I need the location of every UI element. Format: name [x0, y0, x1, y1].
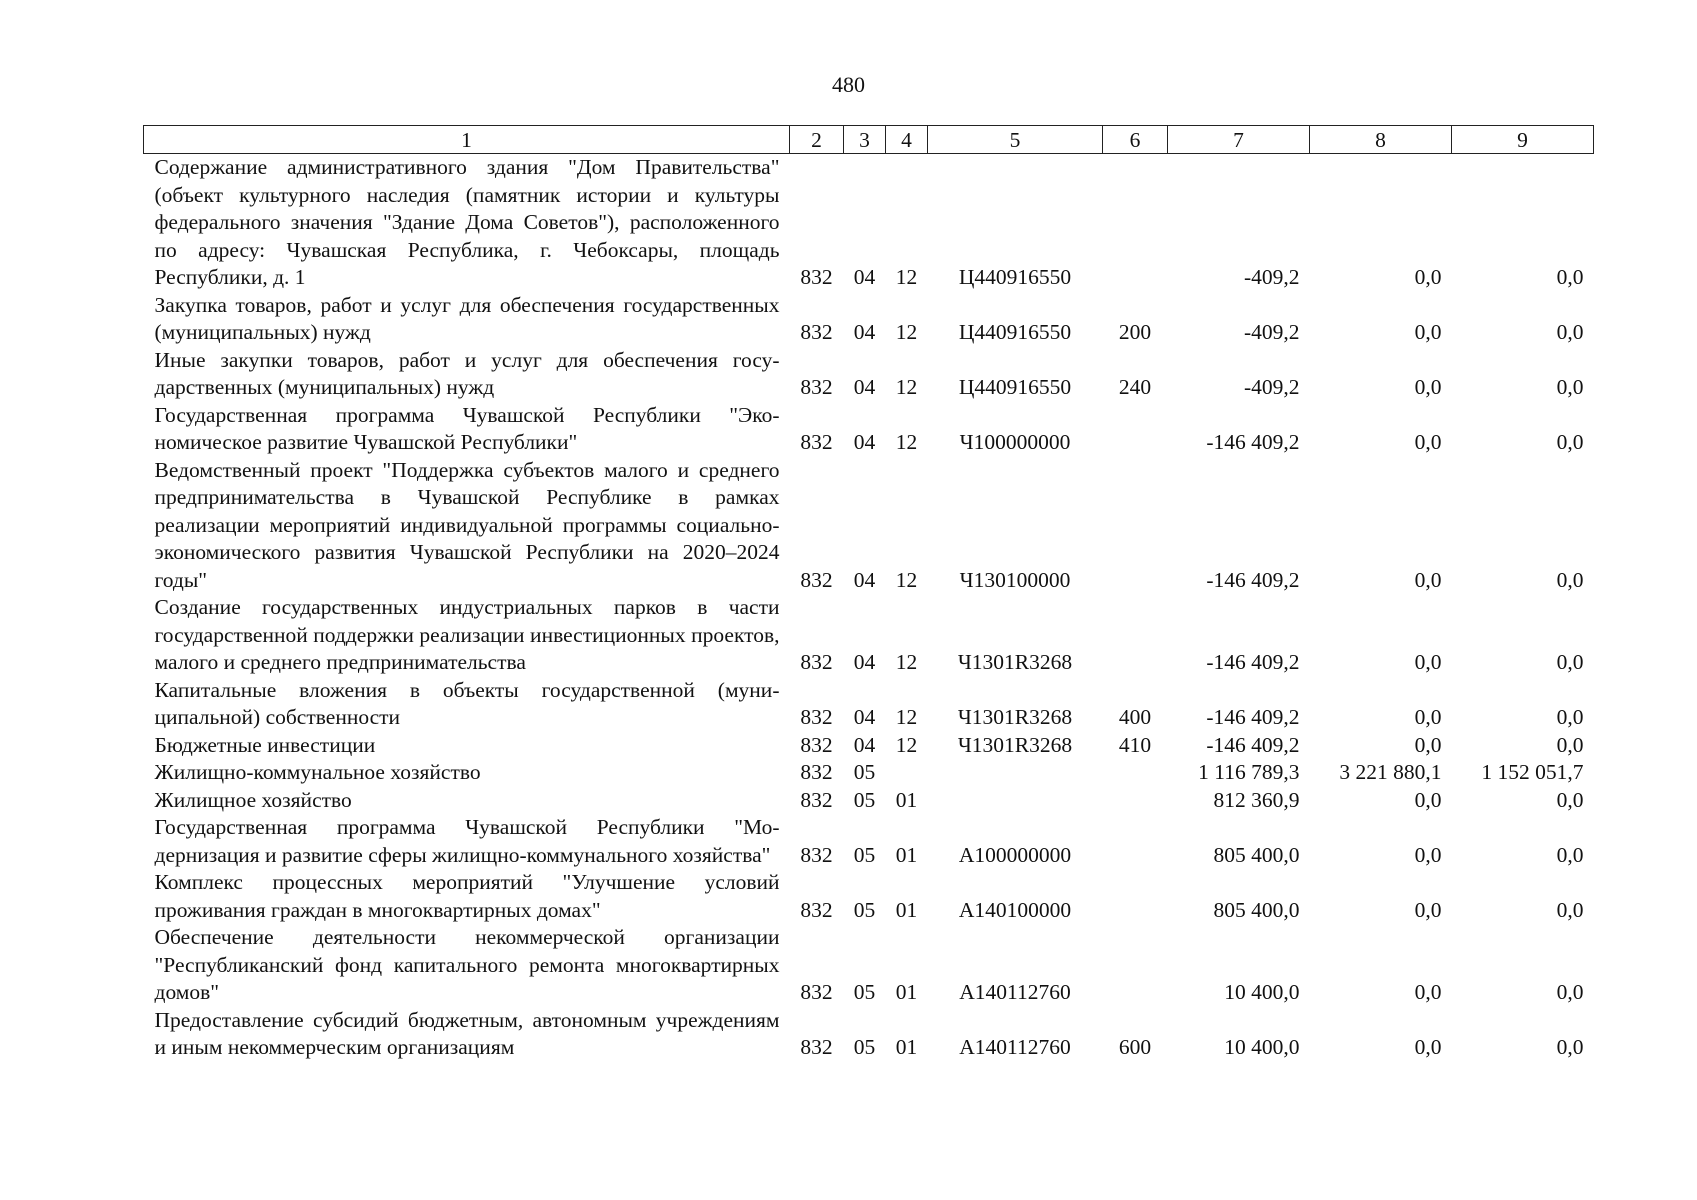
- ministry-code-cell: 832: [800, 760, 833, 784]
- amount-col7-cell: -146 409,2: [1206, 650, 1300, 674]
- item-name-cell: Предоставление субсидий бюджетным, автономным учреждениям и иным некоммерческим организациям: [154, 1007, 780, 1059]
- item-name-cell: Закупка товаров, работ и услуг для обеспечения государственных (муниципальных) нужд: [154, 292, 780, 344]
- budget-table: [143, 125, 1594, 1062]
- section-code-cell: 05: [853, 787, 876, 812]
- amount-col8-cell: 0,0: [1414, 980, 1442, 1004]
- amount-col8-cell: 0,0: [1414, 897, 1442, 922]
- amount-col9-cell: 0,0: [1556, 732, 1584, 757]
- subsection-code-cell: 01: [895, 842, 918, 867]
- section-code-cell: 04: [853, 650, 876, 674]
- expense-type-cell: [1103, 594, 1168, 677]
- target-article-cell: Ч130100000: [959, 567, 1071, 592]
- subsection-code-cell: 01: [895, 980, 918, 1004]
- item-name-cell: Государственная программа Чувашской Республики "Экономическое развитие Чувашской Республики": [154, 402, 780, 454]
- amount-col7-cell: 1 116 789,3: [1198, 760, 1300, 784]
- amount-col9-cell: 0,0: [1556, 650, 1584, 674]
- subsection-code-cell: [886, 759, 928, 787]
- ministry-code-cell: 832: [800, 567, 833, 592]
- amount-col8-cell: 0,0: [1414, 732, 1442, 757]
- target-article-cell: Ц440916550: [958, 265, 1072, 289]
- amount-col7-cell: 805 400,0: [1213, 897, 1300, 922]
- column-header-9: 9: [1452, 126, 1594, 154]
- amount-col9-cell: 1 152 051,7: [1481, 760, 1584, 784]
- expense-type-cell: 600: [1118, 1035, 1152, 1059]
- item-name-cell: Иные закупки товаров, работ и услуг для обеспечения государственных (муниципальных) нужд: [154, 347, 780, 399]
- amount-col9-cell: 0,0: [1556, 1035, 1584, 1059]
- item-name-cell: Жилищно-коммунальное хозяйство: [154, 760, 481, 784]
- ministry-code-cell: 832: [800, 842, 833, 867]
- subsection-code-cell: 12: [895, 430, 918, 454]
- ministry-code-cell: 832: [800, 787, 833, 812]
- amount-col9-cell: 0,0: [1556, 897, 1584, 922]
- table-row: [144, 677, 1594, 732]
- section-code-cell: 04: [853, 375, 876, 399]
- table-row: [144, 457, 1594, 595]
- table-row: [144, 347, 1594, 402]
- section-code-cell: 05: [853, 842, 876, 867]
- table-row: [144, 814, 1594, 869]
- column-header-7: 7: [1168, 126, 1310, 154]
- amount-col8-cell: 0,0: [1414, 430, 1442, 454]
- expense-type-cell: [1103, 402, 1168, 457]
- ministry-code-cell: 832: [800, 375, 833, 399]
- subsection-code-cell: 12: [895, 732, 918, 757]
- table-row: [144, 869, 1594, 924]
- amount-col9-cell: 0,0: [1556, 980, 1584, 1004]
- table-header: [144, 126, 1594, 154]
- amount-col8-cell: 0,0: [1414, 842, 1442, 867]
- section-code-cell: 04: [853, 430, 876, 454]
- expense-type-cell: [1103, 924, 1168, 1007]
- amount-col8-cell: 0,0: [1414, 650, 1442, 674]
- amount-col9-cell: 0,0: [1556, 705, 1584, 729]
- subsection-code-cell: 01: [895, 897, 918, 922]
- item-name-cell: Капитальные вложения в объекты государственной (муниципальной) собственности: [154, 677, 780, 729]
- subsection-code-cell: 12: [895, 265, 918, 289]
- section-code-cell: 04: [853, 320, 876, 344]
- amount-col8-cell: 0,0: [1414, 1035, 1442, 1059]
- target-article-cell: Ц440916550: [958, 375, 1072, 399]
- ministry-code-cell: 832: [800, 705, 833, 729]
- item-name-cell: Бюджетные инвестиции: [154, 732, 376, 757]
- amount-col9-cell: 0,0: [1556, 265, 1584, 289]
- subsection-code-cell: 12: [895, 705, 918, 729]
- column-header-2: 2: [790, 126, 844, 154]
- column-header-3: 3: [844, 126, 886, 154]
- column-header-4: 4: [886, 126, 928, 154]
- section-code-cell: 04: [853, 705, 876, 729]
- ministry-code-cell: 832: [800, 320, 833, 344]
- subsection-code-cell: 12: [895, 375, 918, 399]
- table-row: [144, 759, 1594, 787]
- table-row: [144, 787, 1594, 815]
- target-article-cell: А140112760: [959, 980, 1071, 1004]
- target-article-cell: [928, 787, 1103, 815]
- column-header-1: 1: [144, 126, 790, 154]
- amount-col7-cell: 812 360,9: [1213, 787, 1300, 812]
- amount-col8-cell: 0,0: [1414, 705, 1442, 729]
- expense-type-cell: [1103, 814, 1168, 869]
- amount-col7-cell: -409,2: [1243, 265, 1300, 289]
- target-article-cell: [928, 759, 1103, 787]
- expense-type-cell: [1103, 154, 1168, 292]
- ministry-code-cell: 832: [800, 732, 833, 757]
- amount-col9-cell: 0,0: [1556, 430, 1584, 454]
- amount-col7-cell: 10 400,0: [1224, 980, 1300, 1004]
- section-code-cell: 04: [853, 265, 876, 289]
- ministry-code-cell: 832: [800, 650, 833, 674]
- subsection-code-cell: 12: [895, 650, 918, 674]
- amount-col8-cell: 3 221 880,1: [1339, 760, 1442, 784]
- target-article-cell: А140112760: [959, 1035, 1071, 1059]
- column-header-8: 8: [1310, 126, 1452, 154]
- table-body: [144, 154, 1594, 1062]
- ministry-code-cell: 832: [800, 1035, 833, 1059]
- ministry-code-cell: 832: [800, 980, 833, 1004]
- table-row: [144, 732, 1594, 760]
- item-name-cell: Ведомственный проект "Поддержка субъектов малого и среднего предпринимательства в Чувашской Республике в рамках реализации мероприятий индивидуальной программы социально-экономического развития Чувашской Республики на 2020–2024 годы": [154, 457, 780, 592]
- item-name-cell: Государственная программа Чувашской Республики "Модернизация и развитие сферы жилищно-коммунального хозяйства": [154, 815, 780, 867]
- expense-type-cell: [1103, 759, 1168, 787]
- ministry-code-cell: 832: [800, 897, 833, 922]
- target-article-cell: Ч100000000: [959, 430, 1071, 454]
- section-code-cell: 05: [853, 1035, 876, 1059]
- subsection-code-cell: 12: [895, 320, 918, 344]
- amount-col7-cell: -146 409,2: [1206, 430, 1300, 454]
- amount-col9-cell: 0,0: [1556, 787, 1584, 812]
- amount-col8-cell: 0,0: [1414, 787, 1442, 812]
- amount-col8-cell: 0,0: [1414, 567, 1442, 592]
- expense-type-cell: 400: [1118, 705, 1152, 729]
- subsection-code-cell: 12: [895, 567, 918, 592]
- subsection-code-cell: 01: [895, 787, 918, 812]
- amount-col9-cell: 0,0: [1556, 842, 1584, 867]
- table-row: [144, 292, 1594, 347]
- table-row: [144, 402, 1594, 457]
- amount-col8-cell: 0,0: [1414, 265, 1442, 289]
- expense-type-cell: [1103, 869, 1168, 924]
- target-article-cell: Ц440916550: [958, 320, 1072, 344]
- item-name-cell: Комплекс процессных мероприятий "Улучшение условий проживания граждан в многоквартирных домах": [154, 870, 780, 922]
- table-row: [144, 154, 1594, 292]
- amount-col7-cell: 10 400,0: [1224, 1035, 1300, 1059]
- amount-col8-cell: 0,0: [1414, 320, 1442, 344]
- ministry-code-cell: 832: [800, 430, 833, 454]
- expense-type-cell: 200: [1118, 320, 1152, 344]
- column-header-6: 6: [1103, 126, 1168, 154]
- amount-col9-cell: 0,0: [1556, 320, 1584, 344]
- expense-type-cell: 240: [1118, 375, 1152, 399]
- item-name-cell: Обеспечение деятельности некоммерческой организации "Республиканский фонд капитального ремонта многоквартирных домов": [154, 925, 780, 1004]
- target-article-cell: Ч1301R3268: [957, 705, 1073, 729]
- target-article-cell: Ч1301R3268: [957, 650, 1073, 674]
- table-row: [144, 924, 1594, 1007]
- amount-col7-cell: -146 409,2: [1206, 732, 1300, 757]
- target-article-cell: Ч1301R3268: [957, 732, 1073, 757]
- amount-col9-cell: 0,0: [1556, 375, 1584, 399]
- expense-type-cell: [1103, 457, 1168, 595]
- page-number: 480: [832, 72, 865, 97]
- amount-col8-cell: 0,0: [1414, 375, 1442, 399]
- item-name-cell: Содержание административного здания "Дом Правительства" (объект культурного наследия (памятник истории и культуры федерального значения "Здание Дома Советов"), расположенного по адресу: Чувашская Республика, г. Чебоксары, площадь Республики, д. 1: [154, 155, 780, 289]
- section-code-cell: 05: [853, 760, 876, 784]
- section-code-cell: 05: [853, 897, 876, 922]
- section-code-cell: 05: [853, 980, 876, 1004]
- ministry-code-cell: 832: [800, 265, 833, 289]
- amount-col7-cell: -409,2: [1243, 320, 1300, 344]
- section-code-cell: 04: [853, 567, 876, 592]
- section-code-cell: 04: [853, 732, 876, 757]
- amount-col7-cell: 805 400,0: [1213, 842, 1300, 867]
- expense-type-cell: [1103, 787, 1168, 815]
- column-header-5: 5: [928, 126, 1103, 154]
- amount-col7-cell: -409,2: [1243, 375, 1300, 399]
- amount-col9-cell: 0,0: [1556, 567, 1584, 592]
- amount-col7-cell: -146 409,2: [1206, 705, 1300, 729]
- table-row: [144, 594, 1594, 677]
- target-article-cell: А140100000: [958, 897, 1072, 922]
- amount-col7-cell: -146 409,2: [1206, 567, 1300, 592]
- item-name-cell: Создание государственных индустриальных парков в части государственной поддержки реализации инвестиционных проектов, малого и среднего предпринимательства: [154, 595, 780, 674]
- table-row: [144, 1007, 1594, 1062]
- subsection-code-cell: 01: [895, 1035, 918, 1059]
- expense-type-cell: 410: [1118, 732, 1152, 757]
- item-name-cell: Жилищное хозяйство: [154, 787, 352, 812]
- target-article-cell: А100000000: [958, 842, 1072, 867]
- header-row: [144, 126, 1594, 154]
